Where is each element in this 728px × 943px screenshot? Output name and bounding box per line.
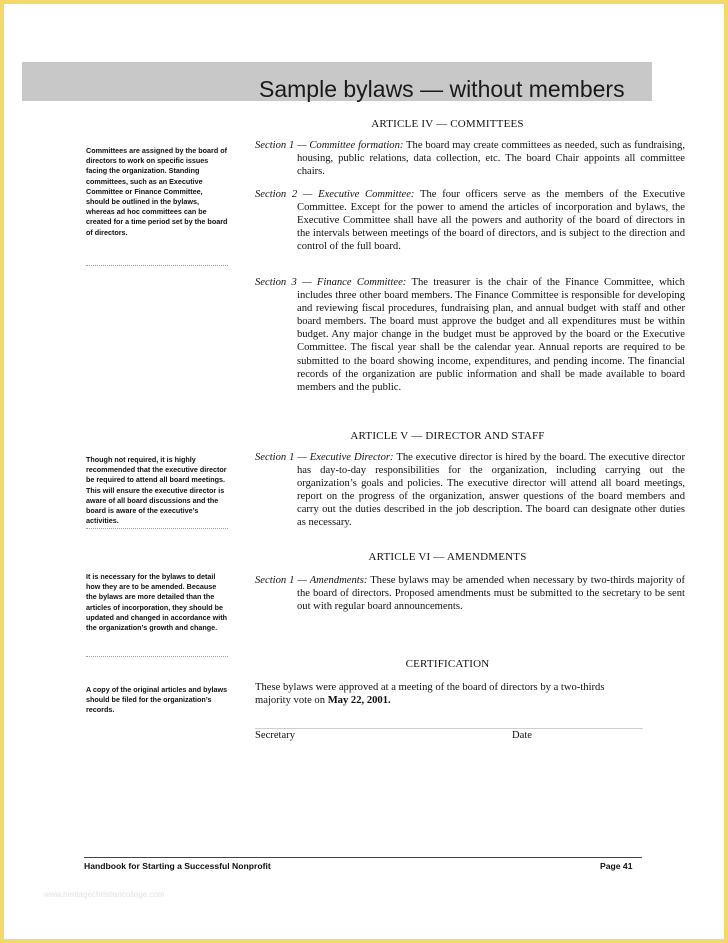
section-label: Section 2 — Executive Committee: xyxy=(255,189,415,200)
article-heading-director: ARTICLE V — DIRECTOR AND STAFF xyxy=(350,430,545,442)
section-label: Section 1 — Committee formation: xyxy=(255,140,404,151)
section-label: Section 1 — Amendments: xyxy=(255,575,368,586)
sidebar-note-committees: Committees are assigned by the board of directors to work on specific issues facing the organization. Standing committees, such as an Executive Committee or Finance Committee, should be outlined in the bylaws, whereas ad hoc committees can be created for a time period set by the board of directors. xyxy=(86,146,228,237)
article-heading-amendments: ARTICLE VI — AMENDMENTS xyxy=(368,551,527,563)
section-text: The executive director is hired by the board. The executive director has day-to-day responsibilities for the organization, including carrying out the organization’s goals and policies. The executive director will attend all board meetings, report on the progress of the organization, answer questions of the board members and carry out the duties described in the job description. The board can designate other duties as necessary. xyxy=(297,452,685,529)
page-title: Sample bylaws — without members xyxy=(259,76,625,102)
section-text: These bylaws may be amended when necessary by two-thirds majority of the board of directors. Proposed amendments must be submitted to the secretary to be sent out with regular board announcements. xyxy=(297,575,686,613)
section-finance-committee xyxy=(255,276,685,394)
sidebar-divider xyxy=(86,265,228,266)
sidebar-divider xyxy=(86,528,228,529)
section-executive-committee xyxy=(255,188,685,253)
sidebar-note-records: A copy of the original articles and bylaws should be filed for the organization’s records. xyxy=(86,685,228,715)
article-heading-committees: ARTICLE IV — COMMITTEES xyxy=(371,118,524,130)
footer-rule xyxy=(84,857,642,858)
signature-rule xyxy=(255,728,643,729)
footer-book-title: Handbook for Starting a Successful Nonprofit xyxy=(84,861,271,871)
section-text: The treasurer is the chair of the Finance Committee, which includes three other board members. The Finance Committee is responsible for developing and reviewing fiscal procedures, fundraising plan, and annual budget with staff and other board members. The board must approve the budget and all expenditures must be within budget. Any major change in the budget must be approved by the board or the Executive Committee. The fiscal year shall be the calendar year. Annual reports are required to be submitted to the board showing income, expenditures, and pending income. The financial records of the organization are public information and shall be made available to board members and the public. xyxy=(297,277,685,393)
section-label: Section 3 — Finance Committee: xyxy=(255,277,407,288)
certification-body: These bylaws were approved at a meeting of the board of directors by a two-thirds majority vote on xyxy=(255,682,605,707)
section-amendments xyxy=(255,574,685,613)
sidebar-note-director: Though not required, it is highly recommended that the executive director be required to attend all board meetings. This will ensure the executive director is aware of all board discussions and the board is aware of the executive’s activities. xyxy=(86,455,227,526)
secretary-label: Secretary xyxy=(255,730,295,741)
sidebar-note-amendments: It is necessary for the bylaws to detail how they are to be amended. Because the bylaws are more detailed than the articles of incorporation, they should be updated and changed in accordance with the organization’s growth and change. xyxy=(86,572,227,633)
watermark: www.heritagechristiancollege.com xyxy=(44,890,165,899)
section-text: The four officers serve as the members of the Executive Committee. Except for the power to amend the articles of incorporation and bylaws, the Executive Committee shall have all the powers and authority of the board of directors in the intervals between meetings of the board of directors, and is subject to the direction and control of the full board. xyxy=(297,189,685,253)
section-text: The board may create committees as needed, such as fundraising, housing, public relations, data collection, etc. The board Chair appoints all committee chairs. xyxy=(297,140,685,178)
date-label: Date xyxy=(512,730,532,741)
certification-date: May 22, 2001. xyxy=(327,695,391,707)
sidebar-divider xyxy=(86,656,228,657)
certification-heading: CERTIFICATION xyxy=(405,658,490,670)
section-label: Section 1 — Executive Director: xyxy=(255,452,394,463)
footer-page-number: Page 41 xyxy=(600,861,633,871)
section-committee-formation xyxy=(255,139,685,178)
document-page xyxy=(4,4,724,939)
section-executive-director xyxy=(255,451,685,530)
certification-text xyxy=(255,681,643,707)
